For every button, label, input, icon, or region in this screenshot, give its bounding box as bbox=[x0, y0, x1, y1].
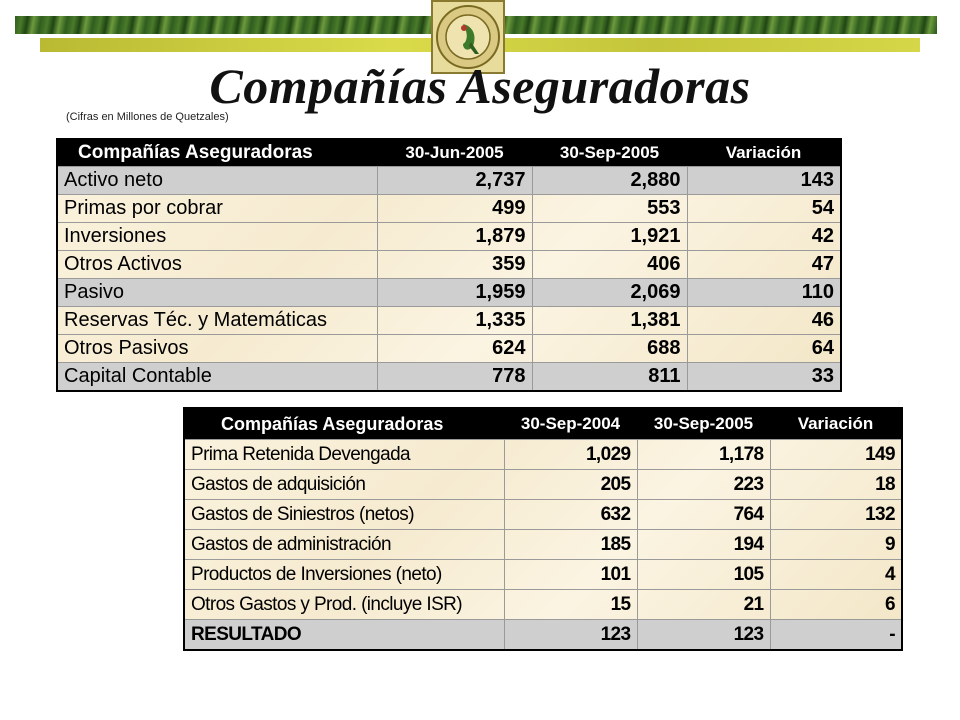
row-label: Primas por cobrar bbox=[57, 195, 377, 223]
row-label: Prima Retenida Devengada bbox=[184, 440, 504, 470]
row-value: 21 bbox=[637, 590, 770, 620]
column-header: Compañías Aseguradoras bbox=[57, 139, 377, 167]
row-value: 2,880 bbox=[532, 167, 687, 195]
row-value: 2,069 bbox=[532, 279, 687, 307]
row-value: 1,879 bbox=[377, 223, 532, 251]
row-value: 18 bbox=[770, 470, 902, 500]
row-value: 15 bbox=[504, 590, 637, 620]
row-value: 688 bbox=[532, 335, 687, 363]
row-value: 499 bbox=[377, 195, 532, 223]
row-value: 1,921 bbox=[532, 223, 687, 251]
results-table bbox=[183, 407, 903, 651]
table-row bbox=[184, 530, 902, 560]
row-value: 110 bbox=[687, 279, 841, 307]
table-header-row bbox=[184, 408, 902, 440]
row-value: 42 bbox=[687, 223, 841, 251]
table-row bbox=[57, 251, 841, 279]
column-header: Variación bbox=[687, 139, 841, 167]
row-value: 6 bbox=[770, 590, 902, 620]
row-label: Otros Pasivos bbox=[57, 335, 377, 363]
row-label: Reservas Téc. y Matemáticas bbox=[57, 307, 377, 335]
row-label: Gastos de Siniestros (netos) bbox=[184, 500, 504, 530]
row-value: 194 bbox=[637, 530, 770, 560]
row-value: 132 bbox=[770, 500, 902, 530]
row-label: Otros Activos bbox=[57, 251, 377, 279]
row-value: 54 bbox=[687, 195, 841, 223]
row-label: Gastos de adquisición bbox=[184, 470, 504, 500]
row-value: 624 bbox=[377, 335, 532, 363]
column-header: Variación bbox=[770, 408, 902, 440]
row-value: 632 bbox=[504, 500, 637, 530]
row-value: 101 bbox=[504, 560, 637, 590]
table-row bbox=[184, 470, 902, 500]
row-value: 205 bbox=[504, 470, 637, 500]
row-value: 123 bbox=[504, 620, 637, 651]
row-value: 46 bbox=[687, 307, 841, 335]
row-value: 33 bbox=[687, 363, 841, 392]
table-row bbox=[184, 440, 902, 470]
row-label: Otros Gastos y Prod. (incluye ISR) bbox=[184, 590, 504, 620]
row-value: 359 bbox=[377, 251, 532, 279]
row-value: - bbox=[770, 620, 902, 651]
page-subtitle: (Cifras en Millones de Quetzales) bbox=[66, 111, 229, 123]
row-label: Productos de Inversiones (neto) bbox=[184, 560, 504, 590]
row-value: 1,178 bbox=[637, 440, 770, 470]
row-value: 553 bbox=[532, 195, 687, 223]
row-value: 406 bbox=[532, 251, 687, 279]
row-label: Inversiones bbox=[57, 223, 377, 251]
column-header: Compañías Aseguradoras bbox=[184, 408, 504, 440]
row-value: 64 bbox=[687, 335, 841, 363]
row-value: 1,959 bbox=[377, 279, 532, 307]
row-value: 123 bbox=[637, 620, 770, 651]
page-title: Compañías Aseguradoras bbox=[209, 58, 751, 114]
table-row bbox=[57, 307, 841, 335]
row-value: 149 bbox=[770, 440, 902, 470]
table-row bbox=[57, 195, 841, 223]
balance-table bbox=[56, 138, 842, 392]
column-header: 30-Jun-2005 bbox=[377, 139, 532, 167]
table-row bbox=[184, 620, 902, 651]
row-label: RESULTADO bbox=[184, 620, 504, 651]
row-value: 764 bbox=[637, 500, 770, 530]
row-label: Capital Contable bbox=[57, 363, 377, 392]
table-row bbox=[184, 500, 902, 530]
table-row bbox=[184, 590, 902, 620]
row-value: 4 bbox=[770, 560, 902, 590]
row-value: 778 bbox=[377, 363, 532, 392]
row-value: 2,737 bbox=[377, 167, 532, 195]
row-value: 47 bbox=[687, 251, 841, 279]
row-value: 185 bbox=[504, 530, 637, 560]
table-header-row bbox=[57, 139, 841, 167]
row-label: Gastos de administración bbox=[184, 530, 504, 560]
row-value: 1,029 bbox=[504, 440, 637, 470]
row-value: 105 bbox=[637, 560, 770, 590]
table-row bbox=[57, 167, 841, 195]
table-row bbox=[57, 335, 841, 363]
row-value: 1,335 bbox=[377, 307, 532, 335]
table-row bbox=[57, 223, 841, 251]
row-value: 223 bbox=[637, 470, 770, 500]
row-label: Activo neto bbox=[57, 167, 377, 195]
row-value: 1,381 bbox=[532, 307, 687, 335]
table-row bbox=[57, 279, 841, 307]
column-header: 30-Sep-2004 bbox=[504, 408, 637, 440]
column-header: 30-Sep-2005 bbox=[637, 408, 770, 440]
table-row bbox=[57, 363, 841, 392]
row-value: 143 bbox=[687, 167, 841, 195]
column-header: 30-Sep-2005 bbox=[532, 139, 687, 167]
table-row bbox=[184, 560, 902, 590]
row-value: 811 bbox=[532, 363, 687, 392]
row-value: 9 bbox=[770, 530, 902, 560]
row-label: Pasivo bbox=[57, 279, 377, 307]
